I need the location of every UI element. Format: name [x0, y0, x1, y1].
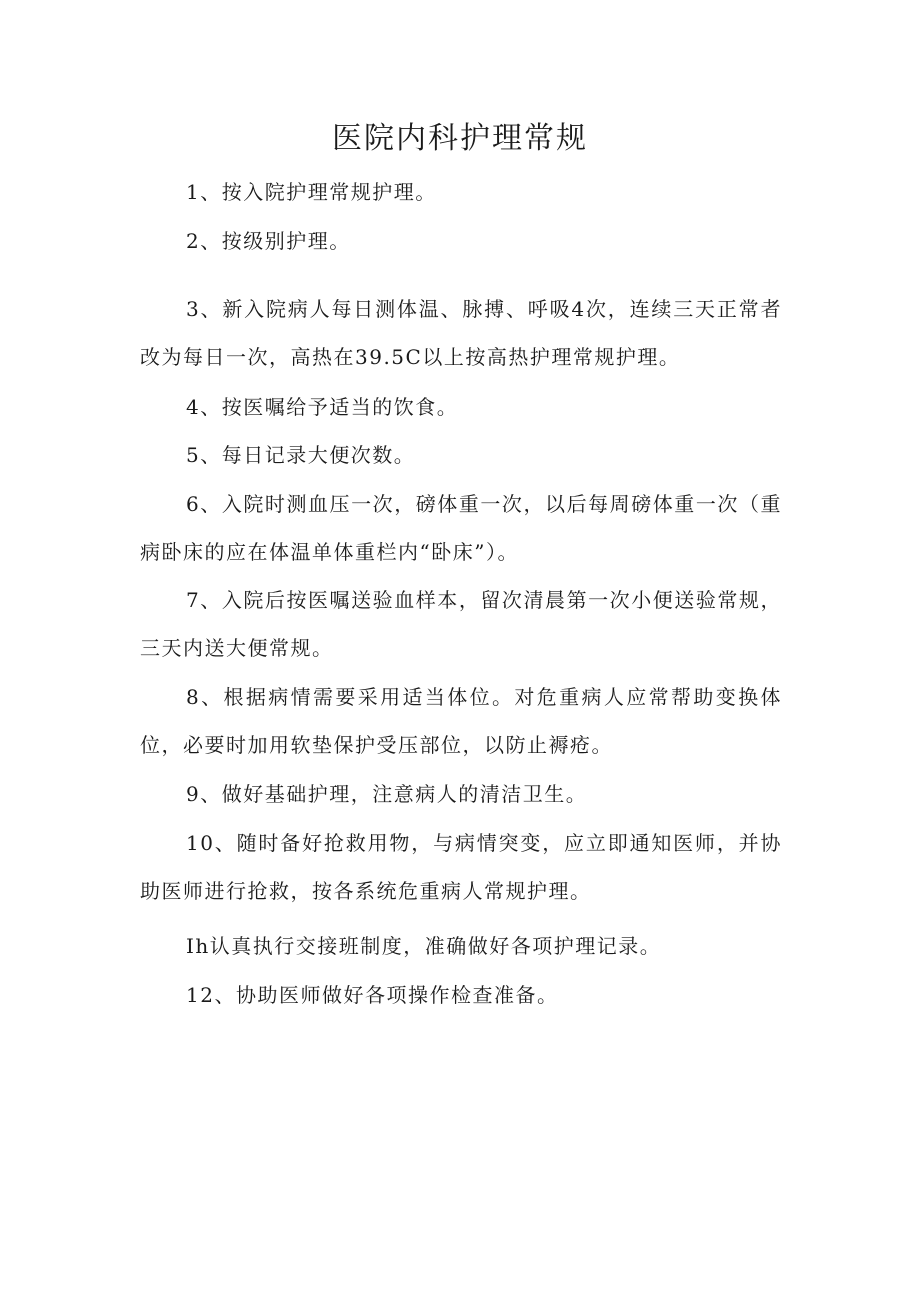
paragraph-2: 2、按级别护理。 — [186, 229, 351, 253]
paragraph-11: Ih认真执行交接班制度，准确做好各项护理记录。 — [186, 934, 662, 958]
paragraph-3: 3、新入院病人每日测体温、脉搏、呼吸4次，连续三天正常者改为每日一次，高热在39.5C以上按高热护理常规护理。 — [140, 297, 782, 369]
paragraph-5: 5、每日记录大便次数。 — [186, 443, 416, 467]
paragraph-8: 8、根据病情需要采用适当体位。对危重病人应常帮助变换体位，必要时加用软垫保护受压部位，以防止褥疮。 — [140, 685, 782, 757]
paragraph-7: 7、入院后按医嘱送验血样本，留次清晨第一次小便送验常规，三天内送大便常规。 — [140, 588, 782, 660]
paragraph-4: 4、按医嘱给予适当的饮食。 — [186, 395, 459, 419]
paragraph-9: 9、做好基础护理，注意病人的清洁卫生。 — [186, 782, 588, 806]
paragraph-10: 10、随时备好抢救用物，与病情突变，应立即通知医师，并协助医师进行抢救，按各系统危重病人常规护理。 — [140, 831, 782, 903]
document-title: 医院内科护理常规 — [332, 121, 588, 156]
paragraph-6: 6、入院时测血压一次，磅体重一次，以后每周磅体重一次（重病卧床的应在体温单体重栏内“卧床”）。 — [140, 492, 782, 564]
paragraph-12: 12、协助医师做好各项操作检查准备。 — [186, 983, 559, 1007]
paragraph-1: 1、按入院护理常规护理。 — [186, 180, 437, 204]
